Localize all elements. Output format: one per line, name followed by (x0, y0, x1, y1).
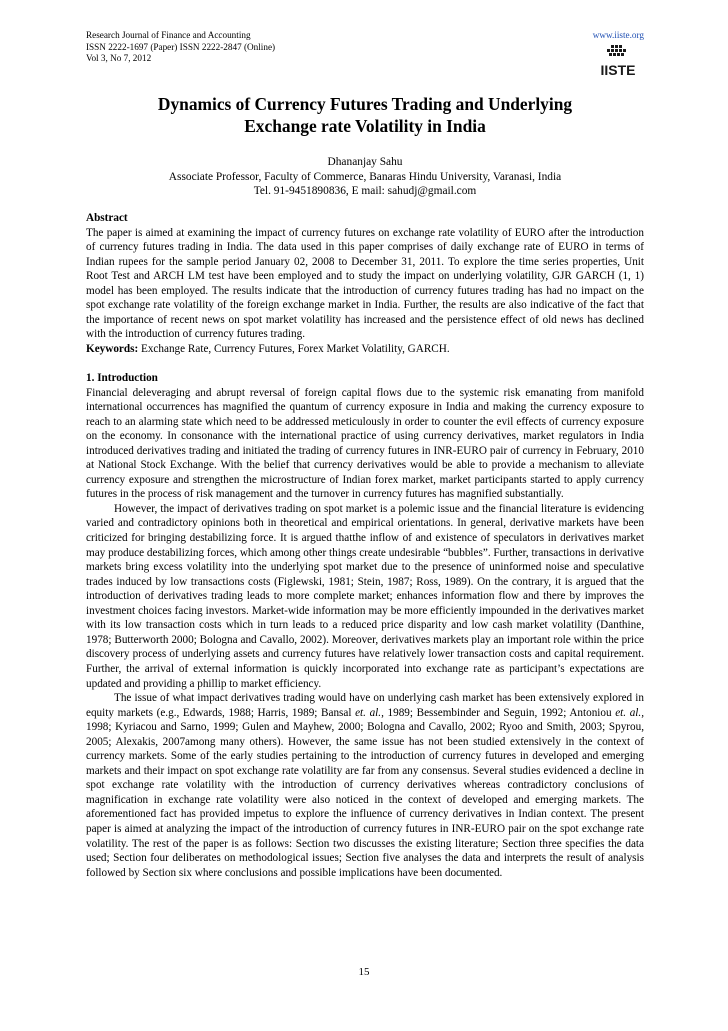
journal-info (86, 30, 275, 65)
p3-part-b: 1989; Bessembinder and Seguin, 1992; Antoniou (383, 706, 616, 719)
p3-etal-2: et. al., (615, 706, 645, 719)
volume: Vol 3, No 7, 2012 (86, 53, 152, 63)
p3-part-a: The issue of what impact derivatives trading would have on underlying cash market has been extensively explored in equity markets (e.g., Edwards, 1988; Harris, 1989; Bansal (86, 692, 644, 719)
keywords-label: Keywords: (86, 342, 139, 355)
paper-title (86, 93, 644, 137)
p3-etal-1: et. al., (355, 706, 384, 719)
abstract-text: The paper is aimed at examining the impact of currency futures on exchange rate volatility of EURO after the introduction of currency futures trading in India. The data used in this paper comprises of daily exchange rate of EURO in terms of Indian rupees for the sample period January 02, 2008 to December 31, 2011. To explore the time series properties, Unit Root Test and ARCH LM test have been employed and to study the impact on underlying volatility, GJR GARCH (1, 1) model has been employed. The results indicate that the introduction of currency futures trading has had no impact on the spot exchange rate volatility of the foreign exchange market in India. Further, the results are also indicative of the fact that the importance of recent news on spot market volatility has increased and the persistence effect of old news has declined with the introduction of currency futures trading. (86, 226, 644, 341)
author-block (86, 155, 644, 199)
issn: ISSN 2222-1697 (Paper) ISSN 2222-2847 (Online) (86, 41, 276, 52)
author-name: Dhananjay Sahu (327, 156, 403, 168)
journal-url-block (593, 30, 644, 42)
author-contact: Tel. 91-9451890836, E mail: sahudj@gmail.com (253, 185, 477, 198)
abstract-heading: Abstract (86, 212, 128, 224)
p3-part-c: 1998; Kyriacou and Sarno, 1999; Gulen and Mayhew, 2000; Bologna and Cavallo, 2002; Ryoo and Smith, 2003; Spyrou, 2005; Alexakis, 2007among many others). However, the same issue has not been studied extensively in the context of currency markets. Some of the early studies pertaining to the introduction of currency futures in developed and emerging markets and their impact on spot exchange rate volatility are far from any consensus. Several studies evidenced a decline in spot exchange rate volatility with the introduction of currency derivatives whereas contradictory conclusions of magnification in exchange rate volatility were also noticed in the context of developed and emerging markets. The aforementioned fact has provided impetus to explore the influence of currency derivatives in Indian context. The present paper is aimed at analyzing the impact of the introduction of currency futures in INR-EURO pair on the spot exchange rate volatility. The rest of the paper is as follows: Section two discusses the existing literature; Section three specifies the data used; Section four deliberates on methodological issues; Section five analyses the data and interprets the result of analysis followed by Section six where conclusions and possible implications have been documented. (86, 721, 644, 879)
intro-paragraph-3 (86, 691, 644, 880)
intro-paragraph-1: Financial deleveraging and abrupt reversal of foreign capital flows due to the systemic risk emanating from manifold international occurrences has magnified the quantum of currency exposure in India and making the currency exposure to reach to an alarming state which need to be addressed meticulously in order to counter the evil effects of currency exposure on the economy. In consonance with the international practice of using currency derivatives, market regulators in India introduced derivatives trading and initiated the trading of currency futures in INR-EURO pair of currency in February, 2010 at National Stock Exchange. With the belief that currency derivatives would be able to provide a mechanism to alleviate currency exposure and strengthen the microstructure of Indian forex market, market participants started to apply currency futures in the process of risk management and the turnover in currency futures has magnified substantially. (86, 386, 644, 501)
intro-heading: 1. Introduction (86, 372, 158, 385)
iiste-logo-icon (596, 44, 640, 78)
intro-paragraph-2: However, the impact of derivatives trading on spot market is a polemic issue and the financial literature is evidencing varied and contradictory opinions both in theoretical and empirical orientations. In general, derivative markets have been criticized for bringing destabilizing force. It is argued thatthe inflow of and existence of speculators in derivatives market may produce destabilizing forces, which among other things create undesirable “bubbles”. Further, transactions in derivative markets bring excess volatility into the underlying spot market due to the presence of uninformed noise and speculative trades induced by low transactions costs (Figlewski, 1981; Stein, 1987; Ross, 1989). On the contrary, it is argued that the introduction of derivatives trading leads to more complete market; enhances information flow and there by improves the investment choices facing investors. Market-wide information may be more efficiently impounded in the derivatives market with its low transaction costs which in turn leads to a reduced price disparity and low cash market volatility (Danthine, 1978; Butterworth 2000; Bologna and Cavallo, 2002). Moreover, derivatives markets play an important role within the price discovery process of underlying assets and currency futures have relatively lower transaction costs and capital requirement. Further, the arrival of external information is quickly incorporated into exchange rate as participant’s expectations are updated and providing a phillip to market efficiency. (86, 502, 644, 690)
title-line-1: Dynamics of Currency Futures Trading and Underlying (157, 94, 573, 114)
section-gap (86, 356, 644, 371)
page-number: 15 (358, 966, 370, 978)
running-header (86, 30, 644, 80)
journal-url[interactable]: www.iiste.org (592, 30, 644, 40)
journal-name: Research Journal of Finance and Accounting (86, 30, 251, 40)
title-line-2: Exchange rate Volatility in India (244, 116, 486, 136)
author-affiliation: Associate Professor, Faculty of Commerce, Banaras Hindu University, Varanasi, India (168, 170, 562, 183)
keywords (86, 342, 644, 357)
paper-body (86, 211, 644, 880)
keywords-text: Exchange Rate, Currency Futures, Forex Market Volatility, GARCH. (138, 342, 450, 355)
logo-text: IISTE (600, 62, 636, 78)
